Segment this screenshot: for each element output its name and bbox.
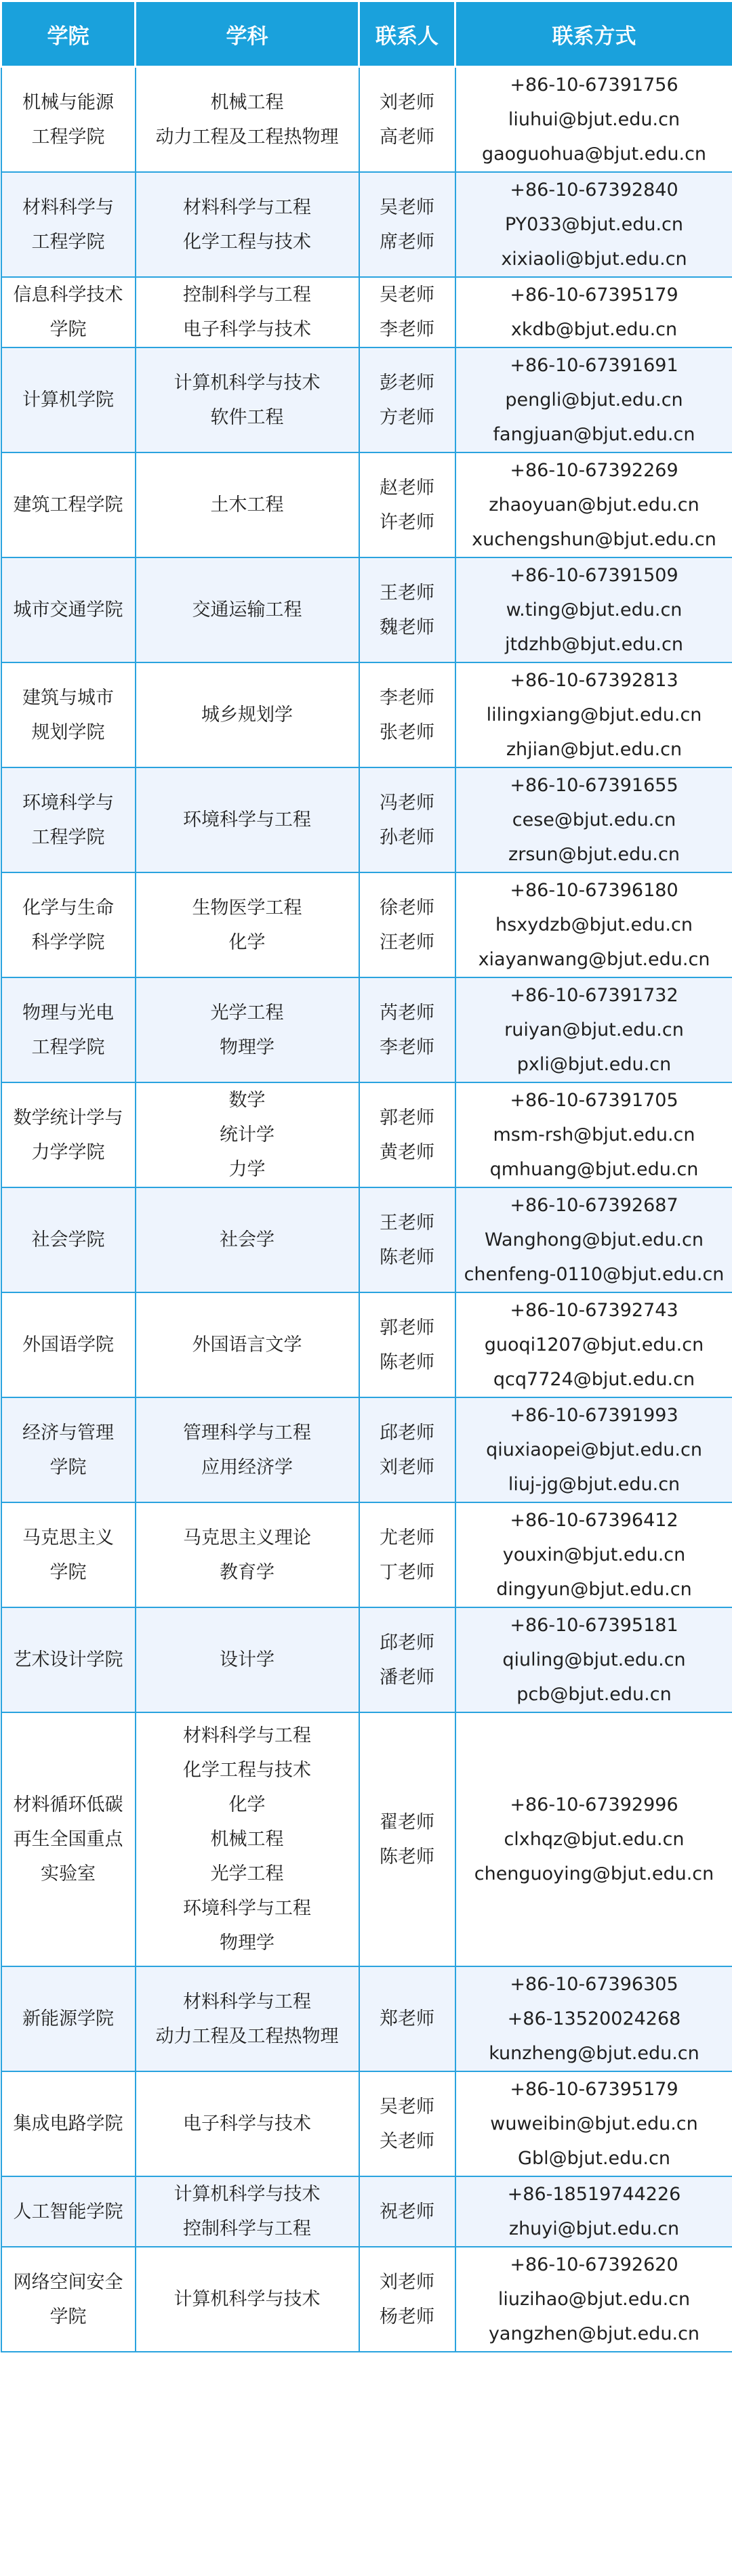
contact-person-line: 许老师: [380, 511, 434, 533]
college-line: 规划学院: [31, 721, 105, 743]
college-cell: [1, 2176, 136, 2247]
discipline-line: 材料科学与工程: [183, 196, 311, 218]
contact-method-cell: [455, 1082, 732, 1187]
contact-person-line: 李老师: [380, 319, 434, 340]
college-line: 社会学院: [31, 1229, 105, 1250]
college-cell: [1, 1607, 136, 1712]
college-cell: [1, 172, 136, 277]
discipline-cell: [136, 1966, 359, 2071]
contact-method-cell: [455, 1607, 732, 1712]
contact-method-cell: [455, 1292, 732, 1397]
table-header: [1, 1, 732, 67]
table-row: [1, 662, 732, 767]
table-row: [1, 1607, 732, 1712]
contact-person-cell: [359, 172, 455, 277]
contact-person-line: 吴老师: [380, 2096, 434, 2117]
table-row: [1, 452, 732, 557]
discipline-cell: [136, 277, 359, 347]
contact-method-line: +86-10-67392269: [510, 460, 678, 481]
college-line: 力学学院: [31, 1141, 105, 1163]
contact-method-line: xiayanwang@bjut.edu.cn: [478, 949, 710, 970]
header-contact-person: 联系人: [359, 1, 455, 67]
contact-person-cell: [359, 1502, 455, 1607]
discipline-cell: [136, 67, 359, 173]
contact-method-line: +86-10-67391691: [510, 355, 678, 376]
table-row: [1, 767, 732, 872]
college-line: 计算机学院: [22, 389, 114, 410]
table-row: [1, 1292, 732, 1397]
discipline-line: 材料科学与工程: [183, 1991, 311, 2012]
table-row: [1, 1966, 732, 2071]
contact-method-line: +86-10-67391756: [510, 75, 678, 96]
college-cell: [1, 1397, 136, 1502]
discipline-line: 化学工程与技术: [183, 231, 311, 253]
contact-method-line: chenguoying@bjut.edu.cn: [474, 1863, 714, 1884]
contact-method-cell: [455, 2247, 732, 2352]
contact-person-line: 吴老师: [380, 196, 434, 218]
discipline-line: 设计学: [220, 1649, 274, 1670]
contact-method-line: +86-10-67391993: [510, 1405, 678, 1426]
contact-method-line: +86-10-67391705: [510, 1090, 678, 1111]
contact-person-cell: [359, 277, 455, 347]
contact-method-line: qcq7724@bjut.edu.cn: [493, 1369, 695, 1390]
college-line: 建筑工程学院: [13, 494, 123, 515]
contact-person-line: 高老师: [380, 126, 434, 148]
discipline-line: 动力工程及工程热物理: [155, 126, 339, 148]
contact-method-line: wuweibin@bjut.edu.cn: [490, 2113, 698, 2134]
college-cell: [1, 1712, 136, 1966]
contact-method-line: +86-10-67396305: [510, 1974, 678, 1995]
college-line: 学院: [49, 319, 87, 340]
discipline-line: 外国语言文学: [192, 1334, 302, 1355]
contact-method-line: gaoguohua@bjut.edu.cn: [481, 144, 707, 165]
table-row: [1, 1712, 732, 1966]
contact-method-line: +86-10-67392743: [510, 1300, 678, 1321]
discipline-cell: [136, 872, 359, 977]
contact-person-line: 陈老师: [380, 1351, 434, 1373]
discipline-cell: [136, 1607, 359, 1712]
contact-person-line: 郭老师: [380, 1317, 434, 1338]
contact-person-cell: [359, 557, 455, 662]
discipline-line: 计算机科学与技术: [174, 2184, 321, 2205]
table-row: [1, 172, 732, 277]
contact-person-line: 黄老师: [380, 1141, 434, 1163]
contact-method-line: xixiaoli@bjut.edu.cn: [501, 249, 687, 270]
discipline-cell: [136, 2071, 359, 2176]
contact-method-cell: [455, 1966, 732, 2071]
discipline-cell: [136, 1712, 359, 1966]
college-line: 外国语学院: [22, 1334, 114, 1355]
contact-method-line: hsxydzb@bjut.edu.cn: [495, 914, 693, 935]
discipline-line: 控制科学与工程: [183, 284, 311, 305]
contact-method-line: +86-10-67391655: [510, 775, 678, 796]
discipline-cell: [136, 2247, 359, 2352]
college-line: 物理与光电: [22, 1002, 114, 1023]
table-row: [1, 1187, 732, 1292]
contact-person-cell: [359, 662, 455, 767]
table-row: [1, 2071, 732, 2176]
contact-method-line: w.ting@bjut.edu.cn: [506, 599, 683, 620]
contact-person-line: 关老师: [380, 2130, 434, 2152]
contact-method-cell: [455, 977, 732, 1082]
contact-person-line: 王老师: [380, 1212, 434, 1233]
college-line: 实验室: [41, 1863, 96, 1884]
contact-method-cell: [455, 1712, 732, 1966]
contact-method-line: zhuyi@bjut.edu.cn: [508, 2218, 680, 2239]
contact-person-line: 邱老师: [380, 1422, 434, 1443]
discipline-line: 社会学: [220, 1229, 274, 1250]
college-cell: [1, 1187, 136, 1292]
contact-person-line: 杨老师: [380, 2306, 434, 2327]
discipline-line: 数学: [228, 1090, 266, 1111]
contact-method-line: msm-rsh@bjut.edu.cn: [493, 1124, 695, 1145]
discipline-cell: [136, 347, 359, 452]
discipline-line: 机械工程: [210, 1829, 284, 1850]
college-line: 信息科学技术: [13, 284, 123, 305]
college-cell: [1, 872, 136, 977]
contact-method-line: chenfeng-0110@bjut.edu.cn: [464, 1264, 725, 1285]
contact-method-cell: [455, 662, 732, 767]
table-body: [1, 67, 732, 2352]
contact-person-cell: [359, 2071, 455, 2176]
contact-method-line: liuj-jg@bjut.edu.cn: [508, 1474, 680, 1495]
contact-person-line: 方老师: [380, 406, 434, 428]
discipline-line: 城乡规划学: [201, 704, 293, 725]
college-line: 学院: [49, 1561, 87, 1583]
college-cell: [1, 662, 136, 767]
contact-person-cell: [359, 347, 455, 452]
contact-method-line: +86-10-67395179: [510, 284, 678, 305]
contact-person-cell: [359, 2176, 455, 2247]
discipline-line: 环境科学与工程: [183, 1898, 311, 1919]
contact-method-line: +86-10-67391509: [510, 565, 678, 586]
contact-person-line: 魏老师: [380, 616, 434, 638]
contact-method-cell: [455, 277, 732, 347]
contact-method-line: lilingxiang@bjut.edu.cn: [486, 704, 702, 725]
contact-method-cell: [455, 1397, 732, 1502]
contact-method-line: +86-10-67392996: [510, 1794, 678, 1815]
discipline-line: 应用经济学: [201, 1456, 293, 1478]
contact-person-cell: [359, 67, 455, 173]
college-line: 材料循环低碳: [13, 1794, 123, 1815]
contact-method-cell: [455, 872, 732, 977]
contact-method-line: jtdzhb@bjut.edu.cn: [505, 634, 683, 655]
header-row: [1, 1, 732, 67]
discipline-cell: [136, 1187, 359, 1292]
college-line: 马克思主义: [22, 1527, 114, 1548]
discipline-line: 化学工程与技术: [183, 1760, 311, 1781]
contact-method-line: +86-13520024268: [507, 2008, 681, 2029]
contact-person-line: 郭老师: [380, 1107, 434, 1128]
contact-method-line: +86-10-67395179: [510, 2079, 678, 2100]
college-line: 材料科学与: [22, 196, 114, 218]
table-row: [1, 1397, 732, 1502]
contact-method-line: xuchengshun@bjut.edu.cn: [472, 529, 716, 550]
discipline-line: 计算机科学与技术: [174, 2289, 321, 2310]
discipline-cell: [136, 1397, 359, 1502]
contact-method-line: +86-10-67392840: [510, 180, 678, 200]
discipline-line: 教育学: [220, 1561, 274, 1583]
contact-method-line: pxli@bjut.edu.cn: [516, 1054, 672, 1075]
contact-person-line: 陈老师: [380, 1246, 434, 1268]
contact-method-line: Gbl@bjut.edu.cn: [518, 2148, 670, 2169]
contact-person-cell: [359, 767, 455, 872]
college-line: 化学与生命: [22, 897, 114, 919]
contact-person-line: 祝老师: [380, 2201, 434, 2222]
discipline-line: 统计学: [220, 1124, 274, 1145]
discipline-line: 电子科学与技术: [183, 319, 311, 340]
contact-method-cell: [455, 172, 732, 277]
discipline-line: 电子科学与技术: [183, 2113, 311, 2134]
contact-method-line: +86-10-67395181: [510, 1615, 678, 1636]
contact-person-line: 刘老师: [380, 91, 434, 113]
college-line: 网络空间安全: [13, 2271, 123, 2293]
college-line: 工程学院: [31, 1036, 105, 1058]
table-row: [1, 67, 732, 173]
contact-method-line: xkdb@bjut.edu.cn: [510, 319, 678, 340]
contact-method-cell: [455, 67, 732, 173]
contact-method-line: +86-10-67392620: [510, 2254, 678, 2275]
contact-person-cell: [359, 977, 455, 1082]
college-line: 数学统计学与: [13, 1107, 123, 1128]
college-line: 新能源学院: [22, 2008, 114, 2029]
discipline-line: 光学工程: [210, 1863, 284, 1884]
contact-method-line: qmhuang@bjut.edu.cn: [489, 1159, 699, 1180]
college-cell: [1, 277, 136, 347]
discipline-line: 土木工程: [210, 494, 284, 515]
college-line: 艺术设计学院: [13, 1649, 123, 1670]
contact-person-line: 王老师: [380, 582, 434, 604]
college-line: 城市交通学院: [13, 599, 123, 620]
contact-method-line: cese@bjut.edu.cn: [512, 809, 676, 830]
contact-method-line: zhjian@bjut.edu.cn: [506, 739, 683, 760]
table-row: [1, 1082, 732, 1187]
contact-method-line: youxin@bjut.edu.cn: [502, 1544, 686, 1565]
college-line: 环境科学与: [22, 792, 114, 814]
contact-method-line: +86-10-67392813: [510, 670, 678, 691]
contact-method-line: zrsun@bjut.edu.cn: [508, 844, 680, 865]
contact-method-cell: [455, 1187, 732, 1292]
contact-method-line: clxhqz@bjut.edu.cn: [504, 1829, 685, 1850]
contact-person-line: 刘老师: [380, 1456, 434, 1478]
contact-person-cell: [359, 872, 455, 977]
contact-method-line: PY033@bjut.edu.cn: [504, 214, 684, 235]
contact-method-line: qiuxiaopei@bjut.edu.cn: [486, 1439, 702, 1460]
contact-person-line: 潘老师: [380, 1666, 434, 1688]
college-cell: [1, 2071, 136, 2176]
contact-person-cell: [359, 1607, 455, 1712]
discipline-line: 物理学: [220, 1036, 274, 1058]
contact-method-cell: [455, 767, 732, 872]
table-row: [1, 1502, 732, 1607]
table-row: [1, 277, 732, 347]
contact-method-line: +86-10-67392687: [510, 1195, 678, 1216]
discipline-line: 物理学: [220, 1933, 274, 1954]
contact-person-cell: [359, 1397, 455, 1502]
discipline-line: 材料科学与工程: [183, 1725, 311, 1746]
contact-person-line: 赵老师: [380, 477, 434, 499]
college-line: 学院: [49, 1456, 87, 1478]
discipline-line: 交通运输工程: [192, 599, 302, 620]
contact-person-line: 李老师: [380, 1036, 434, 1058]
discipline-cell: [136, 1082, 359, 1187]
discipline-cell: [136, 767, 359, 872]
contact-method-line: zhaoyuan@bjut.edu.cn: [489, 494, 699, 515]
discipline-line: 计算机科学与技术: [174, 372, 321, 394]
contact-person-line: 汪老师: [380, 931, 434, 953]
college-line: 集成电路学院: [13, 2113, 123, 2134]
contact-person-cell: [359, 1187, 455, 1292]
contact-person-line: 彭老师: [380, 372, 434, 394]
discipline-cell: [136, 557, 359, 662]
contact-person-cell: [359, 1292, 455, 1397]
table-row: [1, 977, 732, 1082]
discipline-line: 化学: [228, 931, 266, 953]
contact-method-line: +86-10-67396412: [510, 1510, 678, 1531]
contact-person-line: 刘老师: [380, 2271, 434, 2293]
discipline-cell: [136, 662, 359, 767]
discipline-cell: [136, 1502, 359, 1607]
college-cell: [1, 347, 136, 452]
contact-person-line: 席老师: [380, 231, 434, 253]
contact-method-line: pcb@bjut.edu.cn: [516, 1684, 672, 1705]
college-cell: [1, 1082, 136, 1187]
discipline-line: 控制科学与工程: [183, 2218, 311, 2239]
contact-method-cell: [455, 557, 732, 662]
college-line: 工程学院: [31, 826, 105, 848]
contact-person-line: 冯老师: [380, 792, 434, 814]
table-row: [1, 872, 732, 977]
contact-person-line: 徐老师: [380, 897, 434, 919]
contact-method-line: +86-10-67396180: [510, 880, 678, 901]
college-cell: [1, 452, 136, 557]
contact-method-cell: [455, 452, 732, 557]
header-contact-method: 联系方式: [455, 1, 732, 67]
contact-method-line: ruiyan@bjut.edu.cn: [504, 1019, 684, 1040]
contact-method-line: guoqi1207@bjut.edu.cn: [484, 1334, 704, 1355]
contact-person-line: 张老师: [380, 721, 434, 743]
contact-method-cell: [455, 2176, 732, 2247]
contact-person-cell: [359, 1712, 455, 1966]
discipline-line: 生物医学工程: [192, 897, 302, 919]
contact-method-line: qiuling@bjut.edu.cn: [502, 1649, 686, 1670]
discipline-line: 动力工程及工程热物理: [155, 2025, 339, 2047]
contact-method-cell: [455, 347, 732, 452]
contact-method-line: kunzheng@bjut.edu.cn: [489, 2043, 699, 2064]
contact-method-cell: [455, 2071, 732, 2176]
discipline-line: 机械工程: [210, 91, 284, 113]
college-cell: [1, 2247, 136, 2352]
discipline-line: 光学工程: [210, 1002, 284, 1023]
college-line: 工程学院: [31, 231, 105, 253]
college-cell: [1, 977, 136, 1082]
college-line: 再生全国重点: [13, 1829, 123, 1850]
discipline-cell: [136, 2176, 359, 2247]
contact-method-line: +86-10-67391732: [510, 985, 678, 1006]
discipline-line: 化学: [228, 1794, 266, 1815]
table-row: [1, 2176, 732, 2247]
contact-person-line: 李老师: [380, 687, 434, 709]
college-cell: [1, 1502, 136, 1607]
college-cell: [1, 1292, 136, 1397]
discipline-cell: [136, 1292, 359, 1397]
college-cell: [1, 767, 136, 872]
college-line: 建筑与城市: [22, 687, 114, 709]
college-line: 人工智能学院: [13, 2201, 123, 2222]
contact-method-cell: [455, 1502, 732, 1607]
contact-method-line: liuzihao@bjut.edu.cn: [497, 2289, 691, 2310]
college-cell: [1, 1966, 136, 2071]
discipline-line: 马克思主义理论: [183, 1527, 311, 1548]
header-discipline: 学科: [136, 1, 359, 67]
contact-person-cell: [359, 1082, 455, 1187]
contact-person-cell: [359, 1966, 455, 2071]
contact-method-line: Wanghong@bjut.edu.cn: [485, 1229, 704, 1250]
college-line: 工程学院: [31, 126, 105, 148]
college-line: 科学学院: [31, 931, 105, 953]
contact-person-line: 陈老师: [380, 1846, 434, 1867]
table-row: [1, 557, 732, 662]
contact-person-line: 翟老师: [380, 1811, 434, 1833]
discipline-cell: [136, 452, 359, 557]
contact-method-line: +86-18519744226: [507, 2184, 681, 2205]
college-line: 经济与管理: [22, 1422, 114, 1443]
table-row: [1, 347, 732, 452]
discipline-cell: [136, 172, 359, 277]
contact-person-line: 郑老师: [380, 2008, 434, 2029]
contact-method-line: pengli@bjut.edu.cn: [505, 389, 683, 410]
contact-method-line: fangjuan@bjut.edu.cn: [493, 424, 695, 445]
contact-method-line: dingyun@bjut.edu.cn: [496, 1579, 692, 1600]
contact-person-line: 尤老师: [380, 1527, 434, 1548]
college-cell: [1, 557, 136, 662]
discipline-cell: [136, 977, 359, 1082]
discipline-line: 环境科学与工程: [183, 809, 311, 830]
contact-person-line: 邱老师: [380, 1632, 434, 1653]
college-cell: [1, 67, 136, 173]
contact-person-cell: [359, 452, 455, 557]
contact-method-line: liuhui@bjut.edu.cn: [508, 109, 680, 130]
contact-person-cell: [359, 2247, 455, 2352]
contact-person-line: 芮老师: [380, 1002, 434, 1023]
contact-person-line: 丁老师: [380, 1561, 434, 1583]
discipline-line: 软件工程: [210, 406, 284, 428]
discipline-line: 管理科学与工程: [183, 1422, 311, 1443]
contact-method-line: yangzhen@bjut.edu.cn: [488, 2323, 700, 2344]
college-line: 学院: [49, 2306, 87, 2327]
discipline-line: 力学: [228, 1159, 266, 1180]
contact-person-line: 孙老师: [380, 826, 434, 848]
header-college: 学院: [1, 1, 136, 67]
college-line: 机械与能源: [22, 91, 114, 113]
contact-person-line: 吴老师: [380, 284, 434, 305]
table-row: [1, 2247, 732, 2352]
